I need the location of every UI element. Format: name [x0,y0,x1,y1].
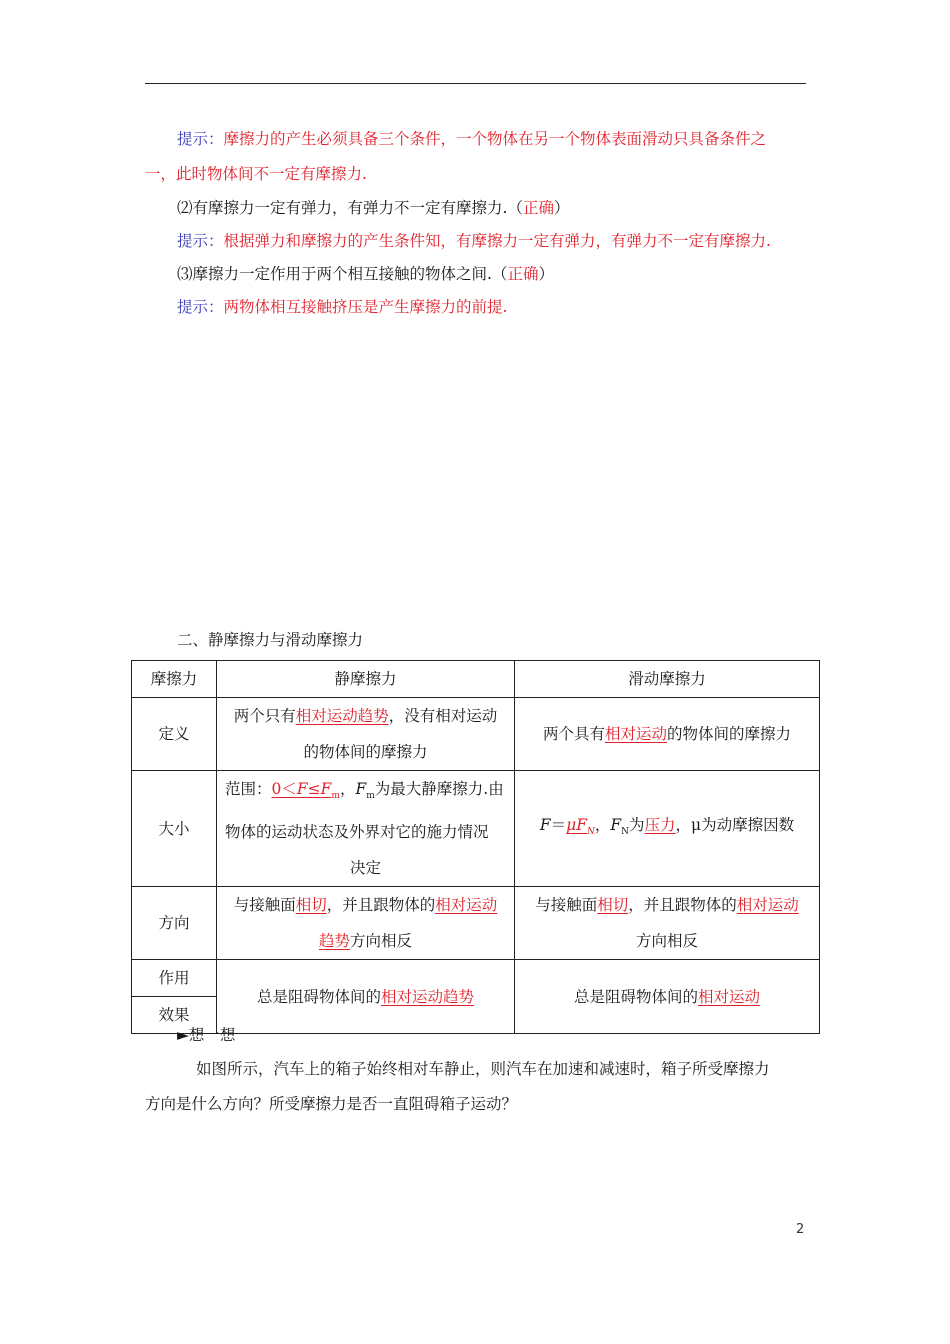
formula-part: F [610,816,622,834]
sliding-effect-cell [515,960,820,1034]
formula-subscript: m [331,791,340,802]
highlight-term: 压力 [644,816,676,834]
static-magnitude-cell: 范围：$0<F\le F_m$，$F_m$为最大静摩擦力.由 物体的运动状态及外界对它的施力情况 决定 [217,771,515,887]
text-fragment: ，没有相对运动 [388,707,498,725]
text-fragment: 为 [629,816,645,834]
header-cell-sliding: 滑动摩擦力 [515,661,820,698]
think-question-line-2: 方向是什么方向？所受摩擦力是否一直阻碍箱子运动？ [145,1095,518,1113]
highlight-term: 相对运动趋势 [295,707,389,725]
text-fragment: 物体的运动状态及外界对它的施力情况 [225,823,489,842]
think-question-line-1: 如图所示，汽车上的箱子始终相对车静止，则汽车在加速和减速时，箱子所受摩擦力 [196,1060,770,1078]
text-fragment: 为最大静摩擦力.由 [374,780,504,798]
text-fragment: 两个具有 [542,725,605,743]
item-3 [177,264,554,284]
sliding-magnitude-cell [515,771,820,887]
text-fragment: 的物体间的摩擦力 [667,725,792,743]
highlight-term: 相对运动 [435,896,498,915]
static-range-formula [271,780,340,802]
hint-3-text: 两物体相互接触挤压是产生摩擦力的前提. [223,298,508,316]
item-2-verdict: 正确 [522,199,554,217]
friction-comparison-table [131,660,820,1034]
row-label-magnitude: 大小 [132,771,217,887]
effect-label-top: 作用 [132,960,216,997]
sliding-formula [566,816,595,838]
highlight-term: 相对运动 [736,896,799,915]
hint-2 [177,231,771,251]
formula-subscript: N [586,827,595,838]
text-fragment: 的物体间的摩擦力 [303,743,428,761]
table-row-definition [132,698,820,771]
formula-part: ＝ [550,816,567,834]
formula-part: F [296,780,308,798]
highlight-term: 相对运动 [698,987,761,1006]
text-fragment: 总是阻碍物体间的 [256,987,381,1006]
hint-label: 提示： [177,298,224,316]
table-header-row [132,661,820,698]
formula-part: 0＜ [271,780,297,798]
row-label-direction: 方向 [132,887,217,960]
hint-1-line-1 [177,129,766,149]
hint-label: 提示： [177,130,224,148]
text-fragment: 方向相反 [635,932,698,951]
item-2 [177,198,569,218]
text-fragment: 范围： [225,780,272,798]
static-definition-cell [217,698,515,771]
page-number: 2 [796,1222,805,1237]
table-row-effect [132,960,820,1034]
hint-1-text: 摩擦力的产生必须具备三个条件，一个物体在另一个物体表面滑动只具备条件之 [223,130,767,148]
item-3-text: ⑶摩擦力一定作用于两个相互接触的物体之间.（ [177,265,508,283]
table-row-magnitude [132,771,820,887]
formula-part: F [539,816,551,834]
highlight-term: 相对运动 [604,725,667,743]
text-fragment: ， [594,816,611,834]
formula-subscript: N [621,827,630,838]
text-fragment: 与接触面 [233,896,296,915]
formula-part: μF [566,816,587,834]
text-fragment: 方向相反 [350,932,413,951]
highlight-term: 趋势 [318,932,350,951]
static-effect-cell [217,960,515,1034]
highlight-term: 相对运动趋势 [381,987,475,1006]
formula-part: F [320,780,332,798]
hint-1-line-2: 一，此时物体间不一定有摩擦力. [145,165,367,183]
row-label-definition: 定义 [132,698,217,771]
text-fragment: 决定 [349,859,381,878]
highlight-term: 相切 [597,896,629,915]
header-cell-static: 静摩擦力 [217,661,515,698]
text-fragment: 与接触面 [535,896,598,915]
header-cell-friction: 摩擦力 [132,661,217,698]
text-fragment: 总是阻碍物体间的 [573,987,698,1006]
item-3-verdict: 正确 [507,265,539,283]
item-2-text: ⑵有摩擦力一定有弹力，有弹力不一定有摩擦力.（ [177,199,523,217]
think-marker: ►想一想 [177,1026,236,1044]
formula-part: ≤ [307,780,321,798]
static-direction-cell [217,887,515,960]
text-fragment: ，并且跟物体的 [628,896,737,915]
highlight-term: 相切 [295,896,327,915]
section-title: 二、静摩擦力与滑动摩擦力 [177,631,364,649]
hint-2-text: 根据弹力和摩擦力的产生条件知，有摩擦力一定有弹力，有弹力不一定有摩擦力. [223,232,771,250]
effect-label-bottom: 效果 [158,1006,190,1025]
header-rule [145,83,806,84]
formula-part: F [355,780,367,798]
text-fragment: 两个只有 [233,707,296,725]
formula-subscript: m [366,791,375,802]
table-row-direction [132,887,820,960]
text-fragment: ，并且跟物体的 [326,896,436,915]
hint-label: 提示： [177,232,224,250]
row-label-effect [132,960,217,1034]
item-2-close: ） [553,199,570,217]
item-3-close: ） [538,265,554,283]
sliding-direction-cell [515,887,820,960]
text-fragment: ，μ为动摩擦因数 [675,816,795,834]
sliding-definition-cell [515,698,820,771]
hint-3 [177,297,507,317]
